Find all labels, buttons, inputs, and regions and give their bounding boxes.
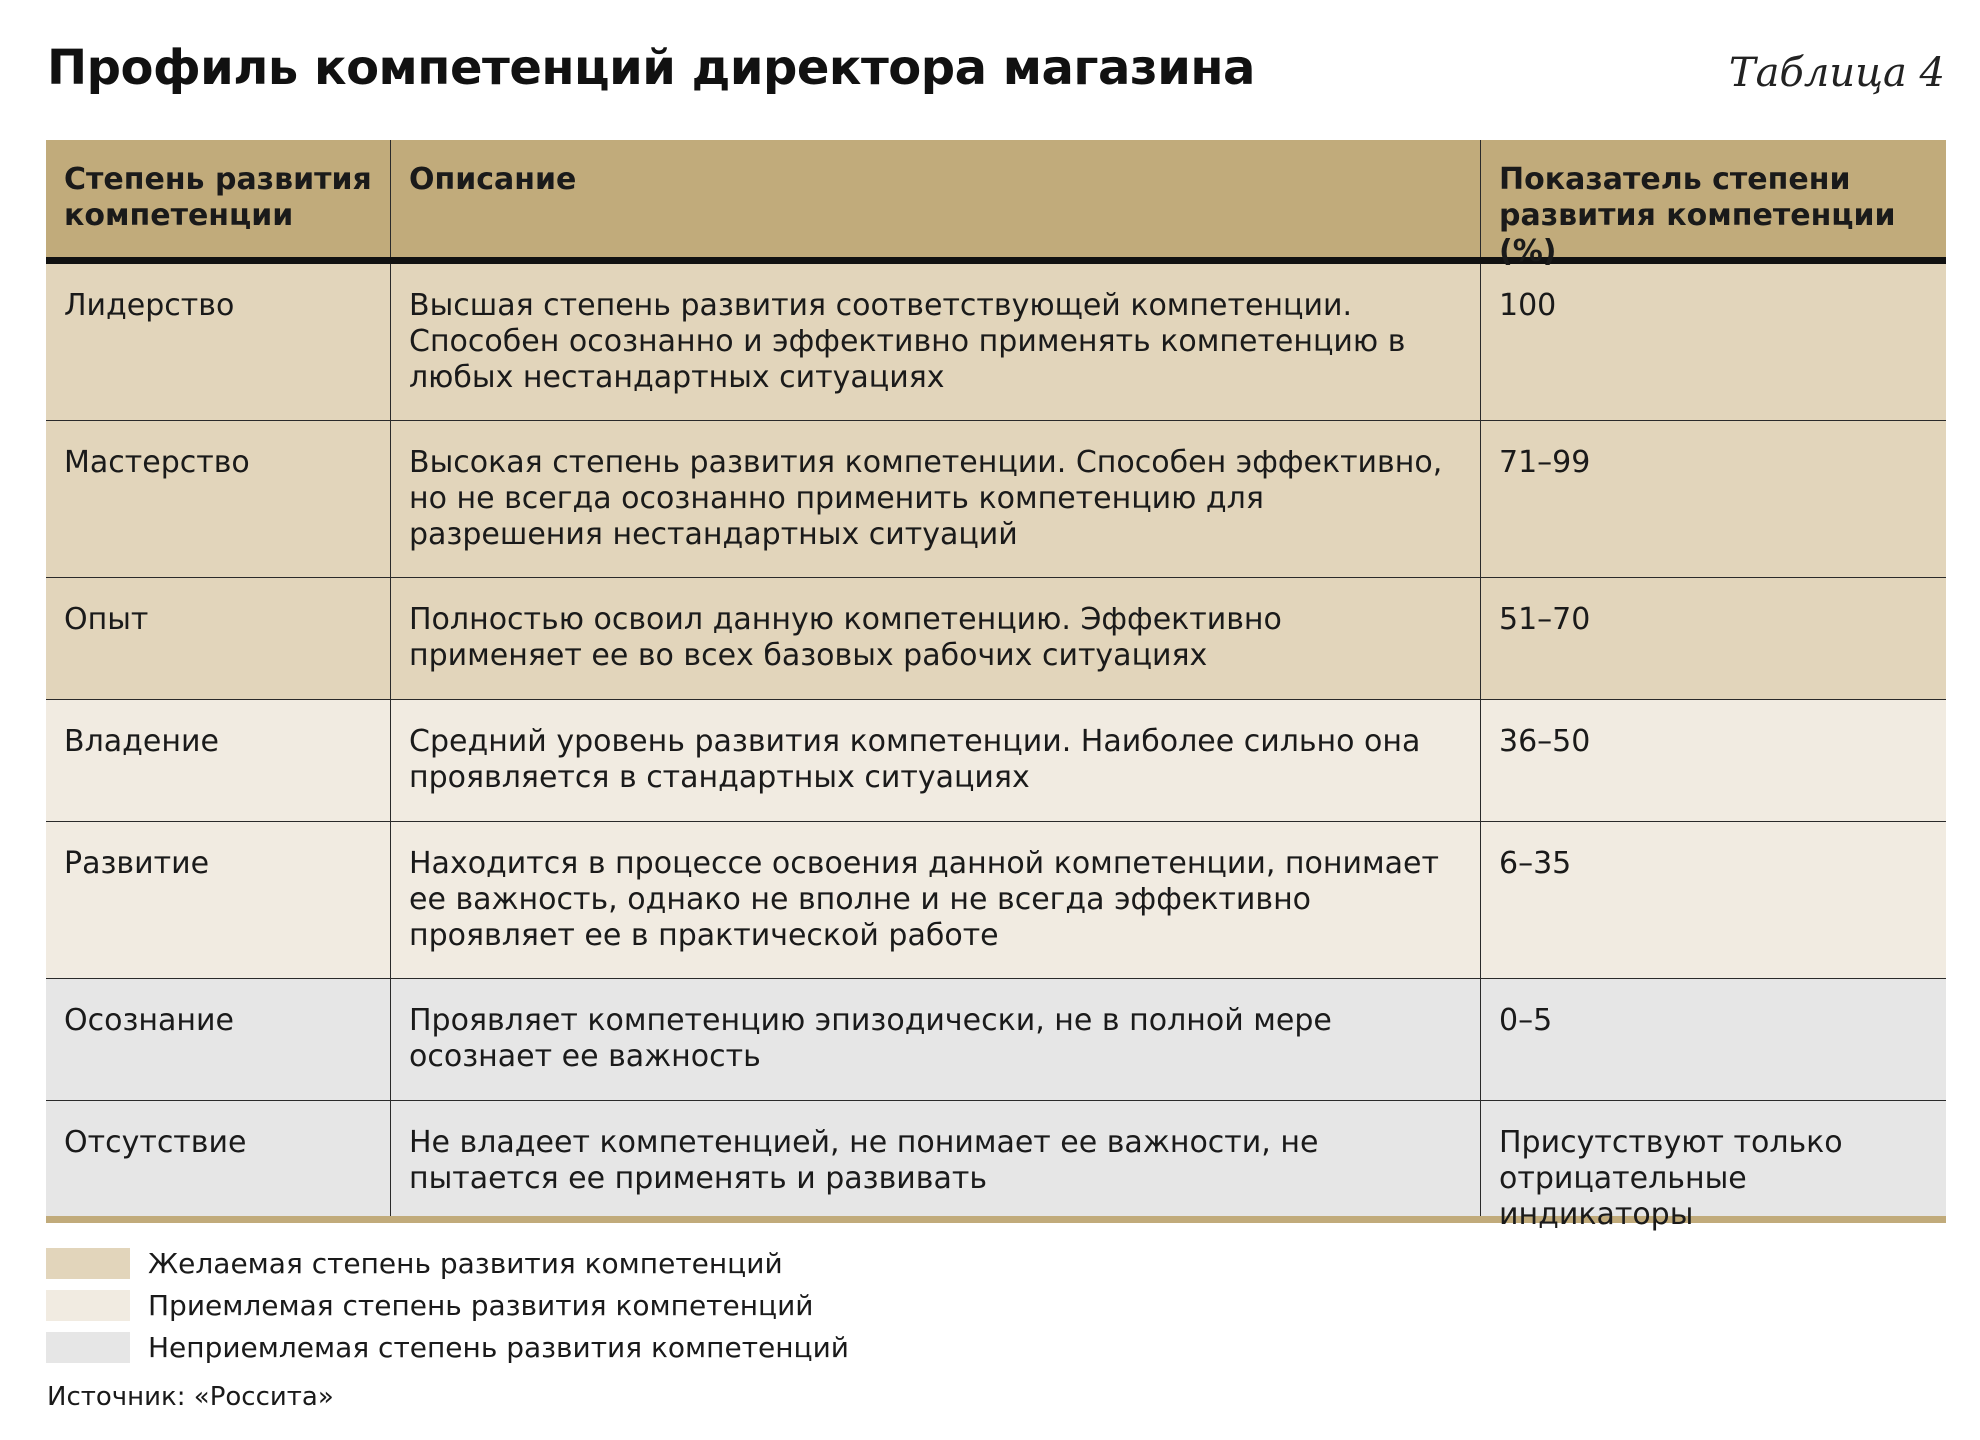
legend-swatch-unacceptable [46, 1332, 130, 1363]
table-row [46, 421, 1946, 578]
row-value: 36–50 [1480, 700, 1946, 821]
row-description: Высшая степень развития соответствующей компетенции. Способен осознанно и эффективно применять компетенцию в любых нестандартных ситуациях [390, 264, 1480, 420]
row-description: Находится в процессе освоения данной компетенции, понимает ее важность, однако не вполне и не всегда эффективно проявляет ее в практической работе [390, 822, 1480, 978]
row-description: Не владеет компетенцией, не понимает ее важности, не пытается ее применять и развивать [390, 1101, 1480, 1216]
row-value: 100 [1480, 264, 1946, 420]
source-note: Источник: «Россита» [47, 1382, 334, 1412]
row-value: 0–5 [1480, 979, 1946, 1100]
page-title: Профиль компетенций директора магазина [47, 40, 1255, 96]
row-description: Полностью освоил данную компетенцию. Эффективно применяет ее во всех базовых рабочих ситуациях [390, 578, 1480, 699]
row-level: Мастерство [64, 445, 250, 480]
table-row [46, 822, 1946, 979]
legend-item-desired [46, 1242, 849, 1284]
row-level: Лидерство [64, 288, 235, 323]
competency-table [46, 140, 1946, 1232]
legend-label: Желаемая степень развития компетенций [148, 1246, 783, 1280]
table-row [46, 264, 1946, 421]
row-value: 6–35 [1480, 822, 1946, 978]
legend-item-unacceptable [46, 1326, 849, 1368]
row-value: Присутствуют только отрицательные индикаторы [1480, 1101, 1946, 1216]
row-description: Средний уровень развития компетенции. Наиболее сильно она проявляется в стандартных ситуациях [390, 700, 1480, 821]
header-level: Степень развития компетенции [64, 162, 372, 233]
table-row [46, 979, 1946, 1101]
row-value: 71–99 [1480, 421, 1946, 577]
row-level: Развитие [64, 846, 210, 881]
legend [46, 1242, 849, 1368]
table-row [46, 578, 1946, 700]
row-description: Высокая степень развития компетенции. Способен эффективно, но не всегда осознанно применить компетенцию для разрешения нестандартных ситуаций [390, 421, 1480, 577]
legend-swatch-desired [46, 1248, 130, 1279]
header-description: Описание [390, 140, 1480, 257]
row-level: Опыт [64, 602, 149, 637]
row-level: Отсутствие [64, 1125, 247, 1160]
row-description: Проявляет компетенцию эпизодически, не в полной мере осознает ее важность [390, 979, 1480, 1100]
row-level: Владение [64, 724, 219, 759]
header-indicator: Показатель степени развития компетенции (%) [1480, 140, 1946, 257]
table-row [46, 1101, 1946, 1232]
legend-swatch-acceptable [46, 1290, 130, 1321]
row-level: Осознание [64, 1003, 234, 1038]
table-number: Таблица 4 [1728, 50, 1945, 96]
legend-item-acceptable [46, 1284, 849, 1326]
table-row [46, 700, 1946, 822]
row-value: 51–70 [1480, 578, 1946, 699]
legend-label: Приемлемая степень развития компетенций [148, 1288, 814, 1322]
table-header-row [46, 140, 1946, 269]
legend-label: Неприемлемая степень развития компетенций [148, 1330, 849, 1364]
